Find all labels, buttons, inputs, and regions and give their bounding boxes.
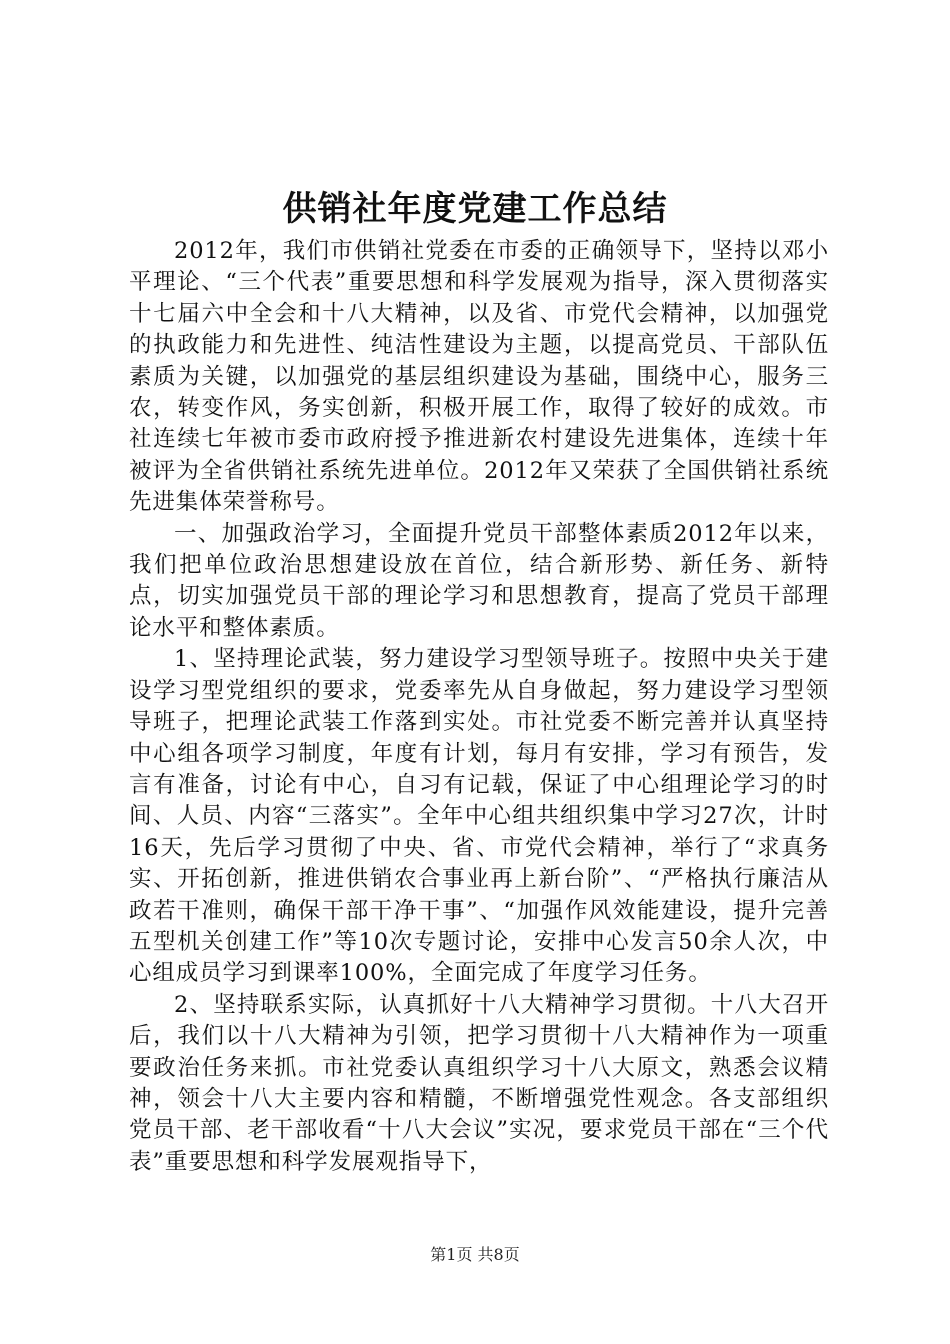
paragraph-intro: 2012年，我们市供销社党委在市委的正确领导下，坚持以邓小平理论、“三个代表”重要思想和科学发展观为指导，深入贯彻落实十七届六中全会和十八大精神，以及省、市党代会精神，以加强党的执政能力和先进性、纯洁性建设为主题，以提高党员、干部队伍素质为关键，以加强党的基层组织建设为基础，围绕中心，服务三农，转变作风，务实创新，积极开展工作，取得了较好的成效。市社连续七年被市委市政府授予推进新农村建设先进集体，连续十年被评为全省供销社系统先进单位。2012年又荣获了全国供销社系统先进集体荣誉称号。 bbox=[129, 238, 829, 516]
page-number-footer: 第1页 共8页 bbox=[430, 1245, 520, 1264]
document-title: 供销社年度党建工作总结 bbox=[282, 189, 668, 229]
paragraph-item-2: 2、坚持联系实际，认真抓好十八大精神学习贯彻。十八大召开后，我们以十八大精神为引领，把学习贯彻十八大精神作为一项重要政治任务来抓。市社党委认真组织学习十八大原文，熟悉会议精神，领会十八大主要内容和精髓，不断增强党性观念。各支部组织党员干部、老干部收看“十八大会议”实况，要求党员干部在“三个代表”重要思想和科学发展观指导下， bbox=[129, 991, 829, 1175]
document-body bbox=[129, 236, 829, 1178]
paragraph-item-1: 1、坚持理论武装，努力建设学习型领导班子。按照中央关于建设学习型党组织的要求，党委率先从自身做起，努力建设学习型领导班子，把理论武装工作落到实处。市社党委不断完善并认真坚持中心组各项学习制度，年度有计划，每月有安排，学习有预告，发言有准备，讨论有中心，自习有记载，保证了中心组理论学习的时间、人员、内容“三落实”。全年中心组共组织集中学习27次，计时16天，先后学习贯彻了中央、省、市党代会精神，举行了“求真务实、开拓创新，推进供销农合事业再上新台阶”、“严格执行廉洁从政若干准则，确保干部干净干事”、“加强作风效能建设，提升完善五型机关创建工作”等10次专题讨论，安排中心发言50余人次，中心组成员学习到课率100%，全面完成了年度学习任务。 bbox=[129, 646, 829, 987]
paragraph-section-1: 一、加强政治学习，全面提升党员干部整体素质2012年以来，我们把单位政治思想建设放在首位，结合新形势、新任务、新特点，切实加强党员干部的理论学习和思想教育，提高了党员干部理论水平和整体素质。 bbox=[129, 520, 829, 641]
